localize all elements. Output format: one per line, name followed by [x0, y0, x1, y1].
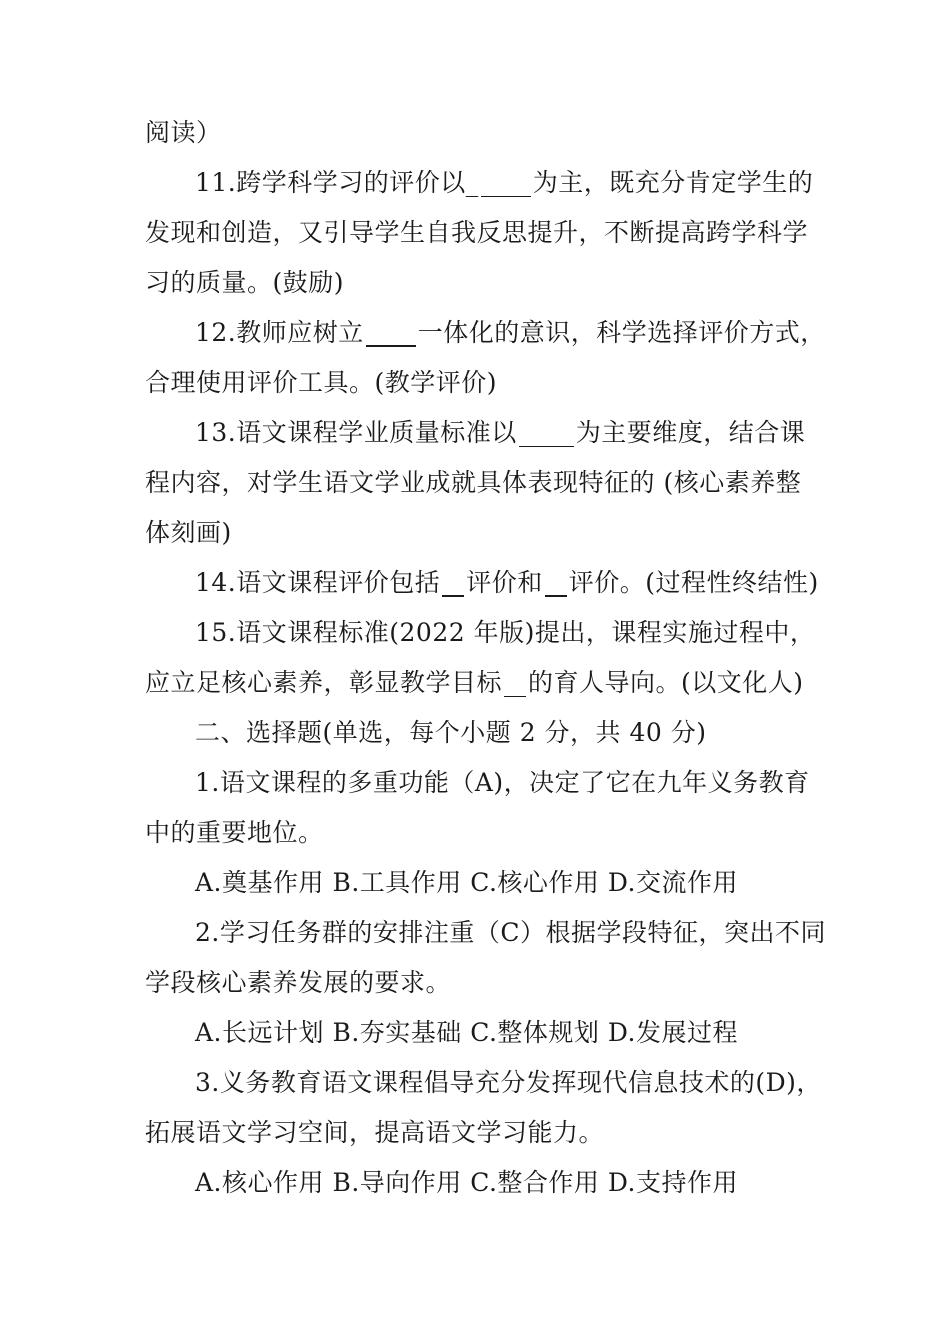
question-11	[145, 158, 815, 208]
text-line	[145, 808, 815, 858]
line-text: 应立足核心素养，彰显教学目标	[145, 668, 503, 697]
line-text: 14.语文课程评价包括	[195, 568, 441, 597]
question-14	[145, 558, 819, 608]
text-line	[145, 1108, 815, 1158]
line-text: 合理使用评价工具。(教学评价)	[145, 368, 498, 397]
line-text: 习的质量。(鼓励)	[145, 268, 345, 297]
document-page	[145, 108, 826, 1208]
fill-blank	[366, 344, 416, 347]
section-heading	[145, 708, 815, 758]
question-15	[145, 608, 815, 658]
text-line	[145, 458, 815, 508]
line-text: 阅读）	[145, 118, 222, 147]
line-text: 发现和创造，又引导学生自我反思提升，不断提高跨学科学	[145, 218, 809, 247]
line-text: 的育人导向。(以文化人)	[528, 668, 804, 697]
line-text: 一体化的意识，科学选择评价方式，	[417, 318, 826, 347]
line-text: 程内容，对学生语文学业成就具体表现特征的 (核心素养整	[145, 468, 802, 497]
line-text: 15.语文课程标准(2022 年版)提出，课程实施过程中，	[195, 618, 816, 647]
question-12	[145, 308, 826, 358]
line-text: 2.学习任务群的安排注重（C）根据学段特征，突出不同	[195, 918, 826, 947]
fill-blank	[442, 594, 464, 597]
question-13	[145, 408, 815, 458]
text-line	[145, 258, 815, 308]
line-text: A.核心作用 B.导向作用 C.整合作用 D.支持作用	[195, 1168, 738, 1197]
line-text: 拓展语文学习空间，提高语文学习能力。	[145, 1118, 605, 1147]
line-text: 中的重要地位。	[145, 818, 324, 847]
text-line	[145, 358, 815, 408]
line-text: 为主，既充分肯定学生的	[532, 168, 814, 197]
text-line	[145, 208, 815, 258]
line-text: 13.语文课程学业质量标准以	[195, 418, 517, 447]
fill-blank	[504, 695, 526, 697]
text-line	[145, 658, 815, 708]
mc-options-3	[145, 1158, 815, 1208]
text-line	[145, 508, 815, 558]
line-text: 为主要维度，结合课	[575, 418, 806, 447]
line-text: 3.义务教育语文课程倡导充分发挥现代信息技术的(D)，	[195, 1068, 822, 1097]
text-line	[145, 108, 815, 158]
fill-blank	[545, 594, 567, 597]
line-text: 12.教师应树立	[195, 318, 364, 347]
line-text: 二、选择题(单选，每个小题 2 分，共 40 分)	[195, 718, 707, 747]
fill-blank	[481, 195, 531, 197]
line-text: 体刻画)	[145, 518, 232, 547]
line-text: A.奠基作用 B.工具作用 C.核心作用 D.交流作用	[195, 868, 738, 897]
mc-question-2	[145, 908, 826, 958]
mc-question-3	[145, 1058, 822, 1108]
fill-blank	[519, 445, 574, 447]
mc-options-2	[145, 1008, 815, 1058]
line-text: 学段核心素养发展的要求。	[145, 968, 452, 997]
line-text: 1.语文课程的多重功能（A)，决定了它在九年义务教育	[195, 768, 810, 797]
line-text: 评价和	[466, 568, 543, 597]
line-text: A.长远计划 B.夯实基础 C.整体规划 D.发展过程	[195, 1018, 738, 1047]
line-text: 评价。(过程性终结性)	[568, 568, 819, 597]
mc-options-1	[145, 858, 815, 908]
mc-question-1	[145, 758, 815, 808]
line-text: 11.跨学科学习的评价以_	[195, 168, 479, 197]
text-line	[145, 958, 815, 1008]
